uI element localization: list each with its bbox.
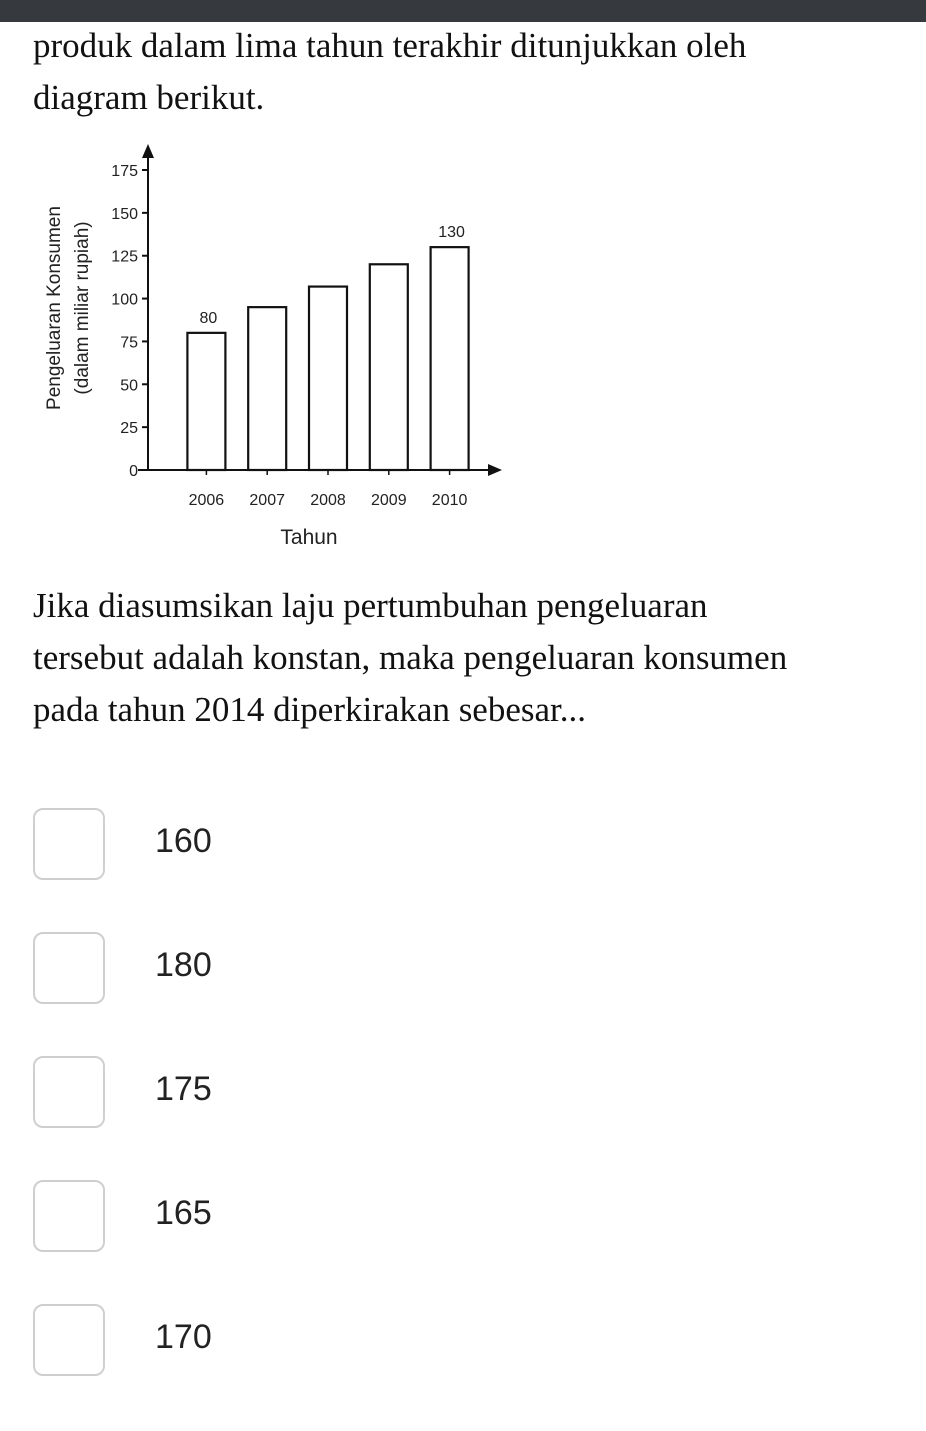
option-checkbox[interactable] <box>33 1056 105 1128</box>
option-2[interactable] <box>33 932 893 1008</box>
bar-value-label: 80 <box>199 309 218 327</box>
x-tick-label: 2008 <box>310 492 346 509</box>
bar-2009 <box>370 264 408 470</box>
x-tick-label: 2009 <box>371 492 407 509</box>
bar-2006 <box>187 333 225 470</box>
top-bar <box>0 0 926 22</box>
bar-2010 <box>431 247 469 470</box>
option-1[interactable] <box>33 808 893 884</box>
x-axis-title: Tahun <box>280 526 338 549</box>
question-intro <box>33 20 746 124</box>
y-ticks <box>111 163 148 480</box>
x-axis-arrow <box>488 464 502 476</box>
y-axis-title: Pengeluaran Konsumen <box>44 206 65 410</box>
bar-2007 <box>248 307 286 470</box>
x-tick-label: 2010 <box>431 492 468 509</box>
y-tick-label: 75 <box>120 334 138 352</box>
intro-line: diagram berikut. <box>33 78 265 117</box>
y-axis-subtitle: (dalam miliar rupiah) <box>72 221 93 395</box>
x-tick-labels <box>189 470 468 509</box>
bars <box>187 224 468 470</box>
option-checkbox[interactable] <box>33 1304 105 1376</box>
option-checkbox[interactable] <box>33 808 105 880</box>
option-label: 175 <box>155 1070 212 1108</box>
bar-chart <box>28 140 528 560</box>
option-label: 180 <box>155 946 212 984</box>
question-prompt <box>33 580 787 736</box>
option-5[interactable] <box>33 1304 893 1380</box>
bar-value-label: 130 <box>438 224 465 242</box>
x-tick-label: 2006 <box>188 492 225 509</box>
option-checkbox[interactable] <box>33 1180 105 1252</box>
option-label: 160 <box>155 822 212 860</box>
y-tick-label: 150 <box>111 205 138 223</box>
option-checkbox[interactable] <box>33 932 105 1004</box>
prompt-line: Jika diasumsikan laju pertumbuhan pengeluaran <box>33 586 708 625</box>
prompt-line: tersebut adalah konstan, maka pengeluaran konsumen <box>33 638 788 677</box>
option-4[interactable] <box>33 1180 893 1256</box>
y-tick-label: 50 <box>120 377 138 395</box>
option-3[interactable] <box>33 1056 893 1132</box>
option-label: 170 <box>155 1318 212 1356</box>
y-tick-label: 0 <box>129 463 138 480</box>
prompt-line: pada tahun 2014 diperkirakan sebesar... <box>33 690 587 729</box>
y-tick-label: 25 <box>120 420 138 438</box>
option-label: 165 <box>155 1194 212 1232</box>
bar-2008 <box>309 287 347 470</box>
x-tick-label: 2007 <box>249 492 285 509</box>
y-axis-title-group <box>44 206 93 410</box>
intro-line: produk dalam lima tahun terakhir ditunjukkan oleh <box>33 26 747 65</box>
y-axis-arrow <box>142 144 154 158</box>
y-tick-label: 125 <box>111 248 138 266</box>
y-tick-label: 175 <box>111 163 138 180</box>
y-tick-label: 100 <box>111 291 138 309</box>
